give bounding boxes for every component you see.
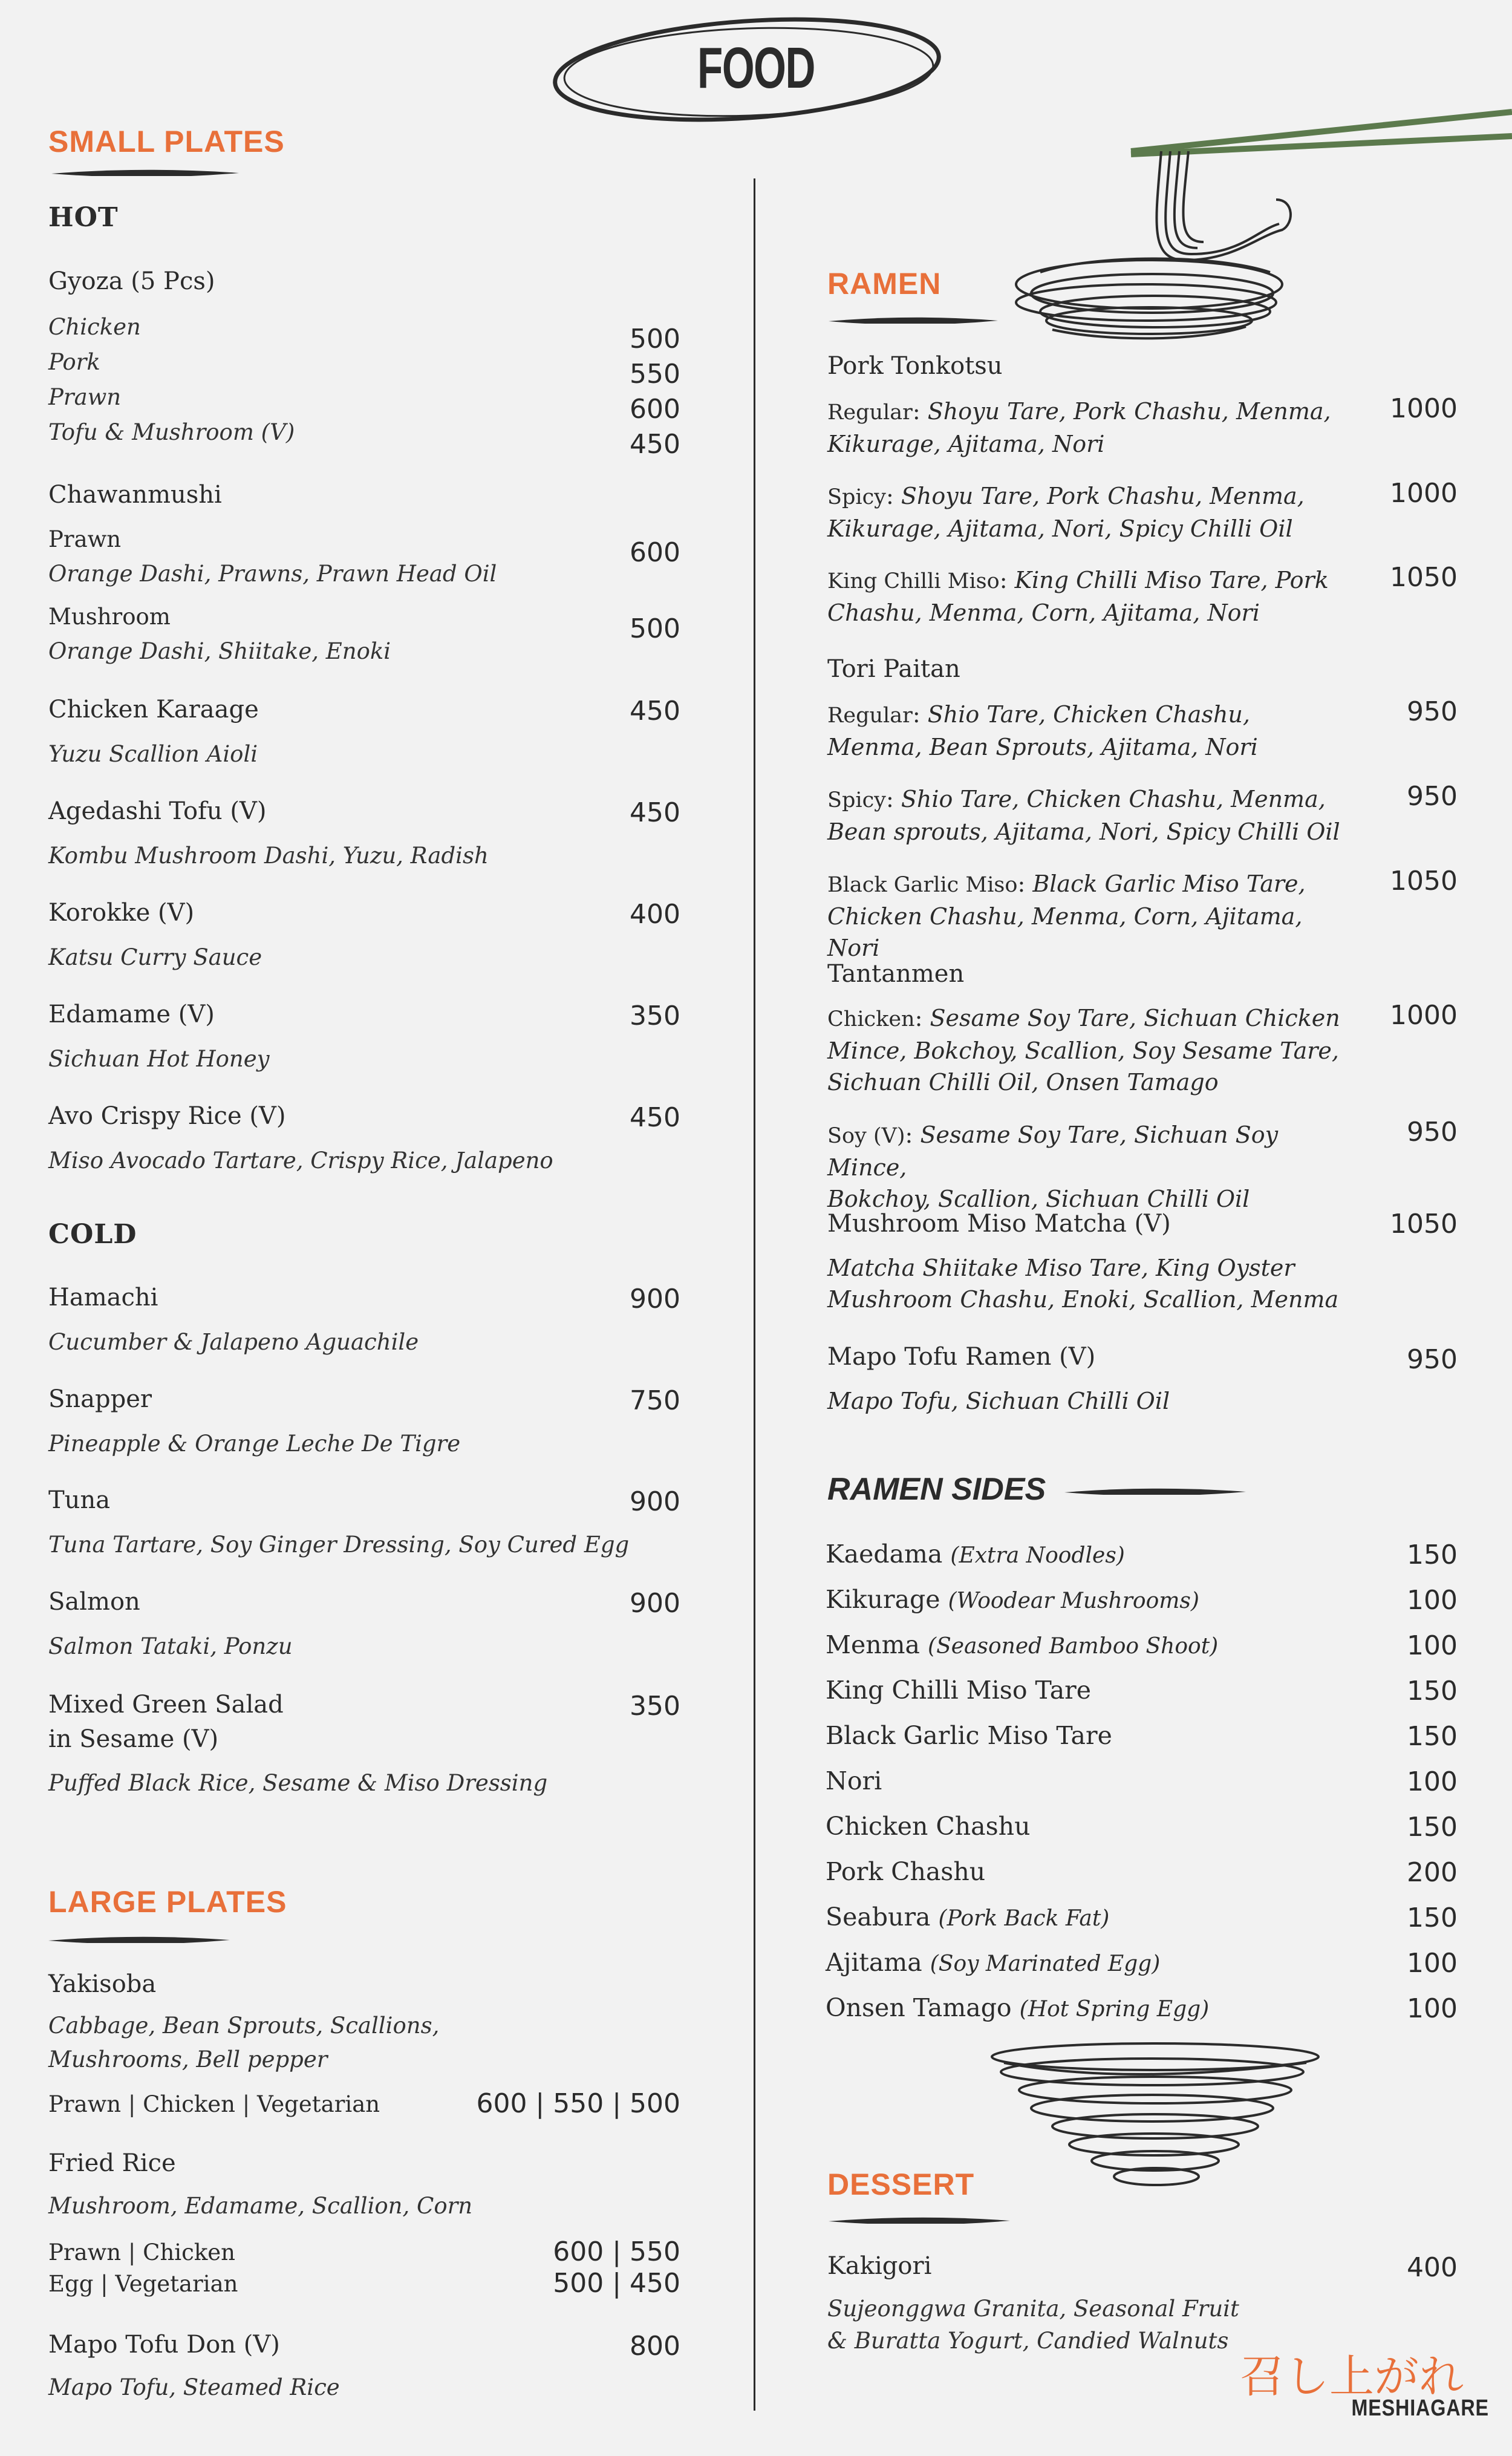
price: 150 bbox=[1407, 1812, 1458, 1843]
variant-label: Spicy bbox=[827, 485, 886, 509]
price: 350 bbox=[630, 1691, 680, 1722]
ramen-variant: King Chilli Miso: King Chilli Miso Tare, Pork Chashu, Menma, Corn, Ajitama, Nori bbox=[827, 567, 1329, 626]
brand-japanese: 召し上がれ bbox=[1240, 2351, 1464, 2403]
brush-stroke bbox=[1061, 1486, 1249, 1495]
item-desc: Katsu Curry Sauce bbox=[48, 944, 262, 970]
cold-label: COLD bbox=[48, 1219, 137, 1250]
brush-stroke bbox=[826, 2215, 1013, 2224]
gyoza-name: Gyoza bbox=[48, 267, 123, 295]
variant-label: Regular bbox=[827, 704, 913, 728]
item-name: Hamachi bbox=[48, 1284, 158, 1311]
side-note: (Extra Noodles) bbox=[950, 1543, 1125, 1568]
side-label bbox=[826, 1993, 1209, 2022]
list-item bbox=[826, 1993, 1458, 2030]
ramen-desc bbox=[827, 1385, 1360, 1417]
list-item bbox=[826, 1721, 1458, 1757]
ramen-desc-line: Mapo Tofu, Sichuan Chilli Oil bbox=[827, 1388, 1170, 1414]
gyoza-variant: Pork bbox=[48, 349, 100, 375]
gyoza-qty: (5 Pcs) bbox=[131, 267, 215, 295]
price: 1050 bbox=[1390, 562, 1458, 593]
variant-desc: Sichuan Chilli Oil, Onsen Tamago bbox=[827, 1069, 1219, 1096]
price: 500 | 450 bbox=[553, 2268, 680, 2299]
price: 900 bbox=[630, 1486, 680, 1517]
item-desc: Salmon Tataki, Ponzu bbox=[48, 1633, 293, 1659]
brand-romaji: MESHIAGARE bbox=[1351, 2396, 1489, 2421]
price: 200 bbox=[1407, 1857, 1458, 1888]
side-note: (Pork Back Fat) bbox=[938, 1906, 1110, 1931]
variant-label: King Chilli Miso bbox=[827, 569, 1000, 593]
ramen-variant: Regular: Shio Tare, Chicken Chashu, Menma, Bean Sprouts, Ajitama, Nori bbox=[827, 701, 1258, 760]
price: 100 bbox=[1407, 1630, 1458, 1661]
side-label bbox=[826, 1902, 1109, 1932]
gyoza-variant: Tofu & Mushroom (V) bbox=[48, 419, 295, 445]
item-name: Snapper bbox=[48, 1385, 152, 1413]
brush-stroke bbox=[48, 168, 242, 176]
gyoza-prices bbox=[581, 322, 680, 462]
price: 150 bbox=[1407, 1721, 1458, 1752]
variant-desc: Chicken Chashu, Menma, Corn, Ajitama, Nori bbox=[827, 903, 1303, 961]
list-item bbox=[826, 1585, 1458, 1621]
variant-desc: King Chilli Miso Tare, Pork bbox=[1014, 567, 1329, 593]
price: 600 bbox=[630, 537, 680, 568]
side-label bbox=[826, 1630, 1218, 1659]
variant-desc: Kikurage, Ajitama, Nori bbox=[827, 431, 1105, 457]
item-options: Prawn | Chicken bbox=[48, 2239, 235, 2265]
item-desc: Puffed Black Rice, Sesame & Miso Dressing bbox=[48, 1770, 548, 1796]
price: 600 bbox=[630, 394, 680, 425]
price: 100 bbox=[1407, 1585, 1458, 1616]
item-desc: Kombu Mushroom Dashi, Yuzu, Radish bbox=[48, 843, 489, 869]
item-name: in Sesame (V) bbox=[48, 1725, 219, 1753]
brush-stroke bbox=[45, 1935, 233, 1943]
variant-desc: Sesame Soy Tare, Sichuan Chicken bbox=[930, 1005, 1340, 1031]
chopsticks-noodles-illustration bbox=[1004, 103, 1512, 357]
ramen-variant: Regular: Shoyu Tare, Pork Chashu, Menma, Kikurage, Ajitama, Nori bbox=[827, 398, 1331, 457]
ramen-variant: Spicy: Shio Tare, Chicken Chashu, Menma, Bean sprouts, Ajitama, Nori, Spicy Chilli Oil bbox=[827, 786, 1340, 845]
list-item bbox=[826, 1902, 1458, 1939]
item-name: Salmon bbox=[48, 1588, 140, 1616]
price: 1000 bbox=[1390, 393, 1458, 424]
side-name: Ajitama bbox=[826, 1948, 922, 1977]
list-item bbox=[826, 1812, 1458, 1848]
chawanmushi-variant-name: Mushroom bbox=[48, 604, 171, 630]
price: 900 bbox=[630, 1284, 680, 1315]
price: 100 bbox=[1407, 1993, 1458, 2024]
side-note: (Hot Spring Egg) bbox=[1019, 1997, 1210, 2022]
price: 150 bbox=[1407, 1676, 1458, 1706]
side-name: King Chilli Miso Tare bbox=[826, 1676, 1092, 1705]
hot-label: HOT bbox=[48, 202, 119, 233]
variant-label: Black Garlic Miso bbox=[827, 873, 1018, 897]
ramen-desc bbox=[827, 1252, 1360, 1315]
list-item bbox=[826, 1766, 1458, 1803]
fried-rice-name: Fried Rice bbox=[48, 2149, 176, 2177]
side-label bbox=[826, 1585, 1199, 1614]
variant-label: Spicy bbox=[827, 788, 886, 812]
page-title: FOOD bbox=[697, 36, 815, 100]
brush-stroke bbox=[826, 315, 1001, 324]
price: 800 bbox=[630, 2331, 680, 2362]
list-item bbox=[826, 1630, 1458, 1667]
price: 500 bbox=[630, 613, 680, 644]
chawanmushi-name: Chawanmushi bbox=[48, 481, 222, 509]
price: 600 | 550 bbox=[553, 2236, 680, 2267]
item-desc: Cucumber & Jalapeno Aguachile bbox=[48, 1329, 419, 1355]
variant-desc: Bean sprouts, Ajitama, Nori, Spicy Chilli Oil bbox=[827, 818, 1340, 845]
item-name: Korokke (V) bbox=[48, 899, 195, 927]
price: 950 bbox=[1407, 696, 1458, 727]
side-label bbox=[826, 1721, 1112, 1750]
price: 450 bbox=[630, 696, 680, 727]
item-options: Egg | Vegetarian bbox=[48, 2271, 238, 2297]
price: 150 bbox=[1407, 1902, 1458, 1933]
item-name: Avo Crispy Rice (V) bbox=[48, 1102, 286, 1130]
variant-desc: Menma, Bean Sprouts, Ajitama, Nori bbox=[827, 734, 1258, 760]
side-name: Kaedama bbox=[826, 1540, 943, 1569]
price: 500 bbox=[630, 324, 680, 354]
variant-desc: Mince, Bokchoy, Scallion, Soy Sesame Tare, bbox=[827, 1037, 1339, 1064]
variant-desc: Black Garlic Miso Tare, bbox=[1032, 870, 1306, 897]
chawanmushi-variant-desc: Orange Dashi, Prawns, Prawn Head Oil bbox=[48, 561, 497, 587]
side-label bbox=[826, 1766, 882, 1795]
price: 400 bbox=[1407, 2252, 1458, 2283]
item-name: Mixed Green Salad bbox=[48, 1691, 284, 1719]
price: 750 bbox=[630, 1385, 680, 1416]
ramen-name: Mushroom Miso Matcha (V) bbox=[827, 1210, 1171, 1238]
gyoza-variant: Chicken bbox=[48, 314, 141, 340]
yakisoba-name: Yakisoba bbox=[48, 1970, 157, 1998]
side-name: Kikurage bbox=[826, 1585, 940, 1614]
item-desc: Mapo Tofu, Steamed Rice bbox=[48, 2374, 340, 2400]
item-desc: Pineapple & Orange Leche De Tigre bbox=[48, 1431, 461, 1457]
item-desc: Mushroom, Edamame, Scallion, Corn bbox=[48, 2193, 473, 2219]
price: 1050 bbox=[1390, 866, 1458, 897]
variant-desc: Chashu, Menma, Corn, Ajitama, Nori bbox=[827, 599, 1260, 626]
price: 1000 bbox=[1390, 478, 1458, 509]
ramen-sides-heading: RAMEN SIDES bbox=[827, 1472, 1046, 1507]
side-label bbox=[826, 1812, 1030, 1841]
item-desc: Sichuan Hot Honey bbox=[48, 1046, 270, 1072]
list-item bbox=[826, 1676, 1458, 1712]
price: 950 bbox=[1407, 1344, 1458, 1375]
side-name: Menma bbox=[826, 1630, 920, 1659]
variant-desc: Bokchoy, Scallion, Sichuan Chilli Oil bbox=[827, 1186, 1250, 1212]
ramen-variant: Black Garlic Miso: Black Garlic Miso Tare, Chicken Chashu, Menma, Corn, Ajitama, Nori bbox=[827, 870, 1306, 961]
side-label bbox=[826, 1676, 1091, 1705]
small-plates-heading: SMALL PLATES bbox=[48, 125, 285, 158]
price: 1050 bbox=[1390, 1209, 1458, 1239]
list-item bbox=[826, 1948, 1458, 1984]
price: 600 | 550 | 500 bbox=[476, 2088, 680, 2119]
variant-desc: Shoyu Tare, Pork Chashu, Menma, bbox=[927, 398, 1331, 425]
price: 450 bbox=[630, 797, 680, 828]
dessert-heading: DESSERT bbox=[827, 2167, 975, 2201]
item-desc: Tuna Tartare, Soy Ginger Dressing, Soy Cured Egg bbox=[48, 1532, 630, 1558]
price: 400 bbox=[630, 899, 680, 930]
ramen-variant: Spicy: Shoyu Tare, Pork Chashu, Menma, Kikurage, Ajitama, Nori, Spicy Chilli Oil bbox=[827, 483, 1305, 542]
side-name: Seabura bbox=[826, 1902, 931, 1932]
gyoza-title bbox=[48, 267, 215, 295]
item-name: Tuna bbox=[48, 1486, 111, 1514]
ramen-variant: Chicken: Sesame Soy Tare, Sichuan Chicken Mince, Bokchoy, Scallion, Soy Sesame Tare, Sichuan Chilli Oil, Onsen Tamago bbox=[827, 1005, 1340, 1096]
item-desc: Yuzu Scallion Aioli bbox=[48, 741, 258, 767]
gyoza-variant: Prawn bbox=[48, 384, 122, 410]
side-note: (Woodear Mushrooms) bbox=[948, 1589, 1199, 1613]
ramen-name: Pork Tonkotsu bbox=[827, 352, 1003, 380]
ramen-variant: Soy (V): Sesame Soy Tare, Sichuan Soy Mince, Bokchoy, Scallion, Sichuan Chilli Oil bbox=[827, 1122, 1279, 1212]
item-desc: Cabbage, Bean Sprouts, Scallions, bbox=[48, 2013, 440, 2039]
side-note: (Soy Marinated Egg) bbox=[930, 1951, 1161, 1976]
side-name: Nori bbox=[826, 1766, 882, 1795]
noodle-swirl-illustration bbox=[980, 2039, 1331, 2202]
side-name: Black Garlic Miso Tare bbox=[826, 1721, 1112, 1750]
price: 950 bbox=[1407, 1117, 1458, 1148]
price: 900 bbox=[630, 1588, 680, 1619]
item-desc: Miso Avocado Tartare, Crispy Rice, Jalapeno bbox=[48, 1148, 553, 1174]
side-label bbox=[826, 1540, 1125, 1569]
mapo-don-name: Mapo Tofu Don (V) bbox=[48, 2331, 280, 2359]
price: 450 bbox=[630, 429, 680, 460]
list-item bbox=[826, 1540, 1458, 1576]
dessert-name: Kakigori bbox=[827, 2252, 932, 2280]
side-name: Chicken Chashu bbox=[826, 1812, 1031, 1841]
variant-label: Chicken bbox=[827, 1007, 915, 1031]
variant-label: Soy (V) bbox=[827, 1124, 905, 1148]
side-label bbox=[826, 1857, 985, 1886]
ramen-desc-line: Mushroom Chashu, Enoki, Scallion, Menma bbox=[827, 1286, 1339, 1313]
side-name: Onsen Tamago bbox=[826, 1993, 1012, 2022]
variant-desc: Shoyu Tare, Pork Chashu, Menma, bbox=[901, 483, 1305, 509]
gyoza-variants bbox=[48, 310, 295, 450]
price: 350 bbox=[630, 1001, 680, 1031]
price: 150 bbox=[1407, 1540, 1458, 1570]
ramen-name: Mapo Tofu Ramen (V) bbox=[827, 1343, 1096, 1371]
variant-label: Regular bbox=[827, 400, 913, 425]
item-name: Chicken Karaage bbox=[48, 696, 259, 723]
item-name: Edamame (V) bbox=[48, 1001, 215, 1028]
large-plates-heading: LARGE PLATES bbox=[48, 1885, 287, 1919]
price: 100 bbox=[1407, 1766, 1458, 1797]
price: 950 bbox=[1407, 781, 1458, 812]
item-name: Agedashi Tofu (V) bbox=[48, 797, 267, 825]
ramen-desc-line: Matcha Shiitake Miso Tare, King Oyster bbox=[827, 1255, 1295, 1281]
price: 1000 bbox=[1390, 1000, 1458, 1031]
side-label bbox=[826, 1948, 1160, 1977]
ramen-name: Tori Paitan bbox=[827, 655, 960, 683]
variant-desc: Kikurage, Ajitama, Nori, Spicy Chilli Oil bbox=[827, 515, 1293, 542]
price: 550 bbox=[630, 359, 680, 390]
ramen-name: Tantanmen bbox=[827, 960, 965, 988]
list-item bbox=[826, 1857, 1458, 1893]
item-desc: Sujeonggwa Granita, Seasonal Fruit bbox=[827, 2296, 1239, 2322]
variant-desc: Shio Tare, Chicken Chashu, Menma, bbox=[901, 786, 1326, 812]
price: 450 bbox=[630, 1102, 680, 1133]
item-desc: Mushrooms, Bell pepper bbox=[48, 2046, 328, 2072]
side-name: Pork Chashu bbox=[826, 1857, 986, 1886]
item-options: Prawn | Chicken | Vegetarian bbox=[48, 2091, 380, 2117]
variant-desc: Shio Tare, Chicken Chashu, bbox=[927, 701, 1250, 728]
price: 100 bbox=[1407, 1948, 1458, 1979]
chawanmushi-variant-desc: Orange Dashi, Shiitake, Enoki bbox=[48, 638, 391, 664]
variant-desc: Sesame Soy Tare, Sichuan Soy Mince, bbox=[827, 1122, 1279, 1181]
side-note: (Seasoned Bamboo Shoot) bbox=[928, 1634, 1219, 1659]
column-divider bbox=[754, 178, 755, 2411]
ramen-heading: RAMEN bbox=[827, 267, 942, 301]
item-desc: & Buratta Yogurt, Candied Walnuts bbox=[827, 2328, 1229, 2354]
chawanmushi-variant-name: Prawn bbox=[48, 526, 122, 552]
